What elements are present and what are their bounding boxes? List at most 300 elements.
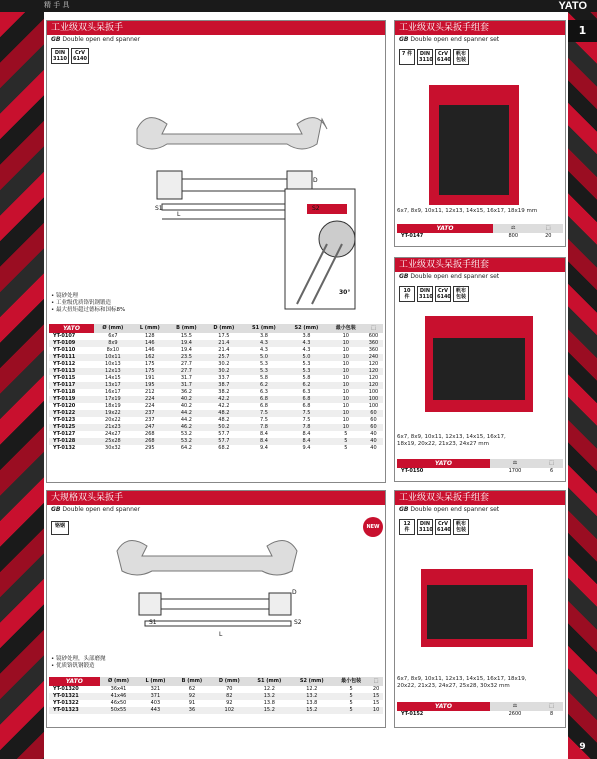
table-row — [49, 424, 383, 431]
table-cell: 175 — [145, 361, 155, 367]
table-row — [49, 396, 383, 403]
table-cell: 48.2 — [218, 417, 230, 423]
panel-title: 工业级双头呆扳手组套 — [395, 258, 565, 272]
table-cell: 10 — [328, 382, 364, 389]
table-cell: 7.5 — [285, 410, 328, 417]
table-cell: 64.2 — [180, 445, 192, 451]
column-header: ⬚ — [369, 677, 383, 686]
table-cell: 20 — [372, 686, 380, 692]
dim-label-d: D — [313, 177, 318, 184]
table-cell: 268 — [145, 431, 155, 437]
table-cell: 146 — [132, 340, 168, 347]
table-cell: 120 — [364, 382, 383, 389]
table-cell: 40 — [370, 431, 377, 437]
table-cell: 4.3 — [285, 340, 328, 347]
table-cell: 5.3 — [302, 361, 311, 367]
dim-label-d: D — [292, 589, 297, 596]
note-item: • 镜砂处理 — [51, 293, 79, 299]
table-cell: 91 — [188, 700, 196, 706]
feature-notes — [51, 656, 106, 670]
table-cell: 3.8 — [302, 333, 311, 339]
table-cell: 212 — [145, 389, 155, 395]
table-cell: 6.2 — [285, 382, 328, 389]
column-header: YATO — [397, 224, 493, 233]
spec-table-set-12 — [397, 702, 563, 718]
table-cell: 4.3 — [259, 347, 268, 353]
table-cell: 120 — [368, 361, 379, 367]
column-header: L (mm) — [132, 324, 168, 333]
table-row — [49, 382, 383, 389]
spec-badge: CrV 6140 — [437, 521, 451, 533]
badge-group — [399, 286, 469, 302]
sizes-caption: 6x7, 8x9, 10x11, 12x13, 14x15, 16x17, 18x19 mm — [397, 208, 538, 214]
table-cell: 10 — [328, 410, 364, 417]
table-cell: 800 — [508, 233, 519, 239]
table-cell: YT-0132 — [53, 445, 76, 451]
panel-title: 工业级双头呆扳手 — [47, 21, 385, 35]
table-cell: YT-0112 — [53, 361, 76, 367]
table-cell: YT-0128 — [49, 438, 94, 445]
table-row — [49, 333, 383, 340]
table-cell: YT-0113 — [49, 368, 94, 375]
table-cell: YT-0147 — [401, 233, 424, 239]
table-cell: 20 — [545, 233, 552, 239]
table-cell: 40 — [364, 438, 383, 445]
table-cell: 8.4 — [302, 431, 311, 437]
panel-subtitle: GB Double open end spanner — [51, 506, 141, 513]
panel-set-12 — [394, 490, 566, 728]
table-cell: 44.2 — [180, 417, 192, 423]
spec-badge: CrV 6140 — [437, 51, 451, 63]
table-cell: 25x28 — [94, 438, 132, 445]
table-cell: 162 — [132, 354, 168, 361]
table-cell: 50x55 — [100, 707, 138, 714]
table-cell: 9.4 — [259, 445, 268, 451]
new-badge: NEW — [363, 517, 383, 537]
table-cell: 295 — [145, 445, 155, 451]
feature-notes — [51, 293, 125, 314]
table-row — [49, 375, 383, 382]
table-cell: 5 — [349, 700, 353, 706]
spec-badge: DIN 3110 — [419, 521, 433, 533]
table-row — [49, 686, 383, 693]
table-cell: 1700 — [508, 468, 522, 474]
table-cell: 4.3 — [243, 340, 286, 347]
table-cell: 10 — [328, 340, 364, 347]
table-cell: 371 — [137, 693, 173, 700]
table-header-row — [49, 677, 383, 686]
chapter-tab[interactable]: 1 — [568, 20, 597, 42]
dim-label-s1: S1 — [149, 619, 157, 626]
table-cell: 23.5 — [168, 354, 205, 361]
table-cell: 5.3 — [243, 368, 286, 375]
table-cell: 10 — [342, 375, 349, 381]
table-cell: 7.8 — [285, 424, 328, 431]
table-cell: 46x50 — [110, 700, 127, 706]
table-row — [397, 468, 563, 475]
panel-title: 大规格双头呆扳手 — [47, 491, 385, 505]
table-cell: 31.7 — [180, 375, 192, 381]
table-cell: 5 — [349, 686, 353, 692]
table-cell: 21.4 — [205, 340, 243, 347]
table-cell: 8 — [549, 711, 554, 717]
dim-label-s2: S2 — [294, 619, 302, 626]
table-cell: 14x15 — [105, 375, 121, 381]
table-cell: 42.2 — [218, 403, 230, 409]
table-cell: 8.4 — [243, 438, 286, 445]
table-cell: 40.2 — [168, 396, 205, 403]
column-header: ⚖ — [493, 224, 534, 233]
table-cell: 10 — [342, 347, 349, 353]
spec-badge: 10 件 — [399, 286, 415, 302]
table-cell: 321 — [150, 686, 161, 692]
table-cell: 60 — [364, 410, 383, 417]
table-cell: 5 — [333, 693, 369, 700]
table-cell: 30x32 — [105, 445, 121, 451]
table-cell: 100 — [364, 396, 383, 403]
table-cell: 10 — [342, 389, 349, 395]
column-header: L (mm) — [137, 677, 173, 686]
table-cell: 30.2 — [218, 361, 230, 367]
table-cell: 7.5 — [259, 417, 268, 423]
table-row — [49, 700, 383, 707]
column-header: Ø (mm) — [100, 677, 138, 686]
table-cell: 100 — [368, 389, 379, 395]
column-header: ⬚ — [540, 702, 563, 711]
table-row — [49, 368, 383, 375]
spec-badge: 12 件 — [399, 519, 415, 535]
table-cell: 12.2 — [263, 686, 275, 692]
table-cell: 38.2 — [218, 389, 230, 395]
column-header: S2 (mm) — [285, 324, 328, 333]
table-row — [49, 438, 383, 445]
table-cell: 33.7 — [218, 375, 230, 381]
sizes-caption: 6x7, 8x9, 10x11, 12x13, 14x15, 16x17, 18x19, 20x22, 21x23, 24x27, 25x28, 30x32 mm — [397, 676, 527, 689]
table-cell: YT-0109 — [49, 340, 94, 347]
table-cell: 195 — [132, 382, 168, 389]
spec-badge: DIN 3110 — [419, 288, 433, 300]
table-cell: YT-0119 — [49, 396, 94, 403]
table-row — [49, 403, 383, 410]
table-cell: 40 — [370, 445, 377, 451]
table-cell: 92 — [226, 700, 233, 706]
column-header: S2 (mm) — [291, 677, 333, 686]
table-cell: YT-01321 — [49, 693, 100, 700]
table-row — [49, 340, 383, 347]
table-cell: 40.2 — [180, 403, 192, 409]
angle-label: 30° — [339, 289, 351, 296]
table-cell: 62 — [188, 686, 196, 692]
column-header: 最小包装 — [328, 324, 364, 333]
table-cell: 443 — [137, 707, 173, 714]
table-cell: 6.3 — [302, 389, 311, 395]
table-cell: 17.5 — [218, 333, 230, 339]
panel-subtitle: GB Double open end spanner set — [399, 273, 500, 280]
table-row — [49, 361, 383, 368]
table-cell: 15.2 — [248, 707, 290, 714]
spec-table-large — [49, 677, 383, 714]
dim-label-l: L — [219, 631, 223, 638]
table-cell: 42.2 — [205, 396, 243, 403]
table-cell: 403 — [150, 700, 161, 706]
table-cell: 31.7 — [168, 382, 205, 389]
table-cell: YT-0122 — [49, 410, 94, 417]
spanner-diagram — [117, 89, 367, 319]
panel-subtitle: GB Double open end spanner — [51, 36, 141, 43]
table-cell: 268 — [132, 438, 168, 445]
table-cell: 41x46 — [100, 693, 138, 700]
table-cell: 224 — [132, 396, 168, 403]
table-cell: 70 — [226, 686, 233, 692]
table-cell: 36 — [173, 707, 210, 714]
table-cell: 2600 — [508, 711, 522, 717]
table-cell: 8x10 — [106, 347, 120, 353]
table-cell: 191 — [145, 375, 155, 381]
table-cell: 8.4 — [259, 431, 268, 437]
table-cell: 13x17 — [94, 382, 132, 389]
column-header: S1 (mm) — [248, 677, 290, 686]
table-cell: 10 — [328, 368, 364, 375]
table-cell: 53.2 — [168, 438, 205, 445]
table-cell: 12.2 — [306, 686, 318, 692]
left-decor-strip — [0, 12, 44, 759]
note-item: • 镜砂处理，头部磨抛 — [51, 656, 106, 662]
table-cell: 175 — [132, 368, 168, 375]
right-decor-strip — [568, 12, 597, 759]
table-cell: 6x7 — [108, 333, 118, 339]
table-cell: 10 — [328, 396, 364, 403]
table-cell: 10 — [342, 403, 349, 409]
table-cell: 21x23 — [94, 424, 132, 431]
table-cell: 19x22 — [94, 410, 132, 417]
table-cell: 38.7 — [205, 382, 243, 389]
top-bar — [0, 0, 597, 12]
table-cell: 10 — [328, 354, 364, 361]
badge-group — [399, 49, 469, 65]
panel-spanner — [46, 20, 386, 483]
table-cell: 7.8 — [243, 424, 286, 431]
table-row — [49, 389, 383, 396]
table-cell: 5.3 — [285, 368, 328, 375]
table-cell: 27.7 — [168, 368, 205, 375]
table-cell: 19.4 — [180, 347, 192, 353]
table-cell: 6.2 — [243, 382, 286, 389]
table-cell: 68.2 — [218, 445, 230, 451]
table-cell: YT-0107 — [53, 333, 76, 339]
table-row — [49, 707, 383, 714]
table-row — [49, 417, 383, 424]
table-row — [49, 354, 383, 361]
table-cell: 36.2 — [180, 389, 192, 395]
table-cell: YT-01323 — [49, 707, 100, 714]
table-cell: YT-0117 — [49, 382, 94, 389]
table-cell: 247 — [132, 424, 168, 431]
table-cell: YT-0115 — [53, 375, 76, 381]
table-cell: 6.8 — [259, 403, 268, 409]
table-cell: 5 — [333, 707, 369, 714]
table-cell: 13.8 — [306, 700, 318, 706]
column-header: D (mm) — [210, 677, 248, 686]
table-cell: 15 — [369, 693, 383, 700]
column-header: S1 (mm) — [243, 324, 286, 333]
header-text: 精 手 具 — [44, 1, 70, 9]
table-cell: 82 — [210, 693, 248, 700]
dim-label-l: L — [177, 211, 181, 218]
table-cell: 3.8 — [259, 333, 268, 339]
table-cell: 15 — [372, 700, 380, 706]
table-cell: 25.7 — [205, 354, 243, 361]
table-cell: 6 — [549, 468, 554, 474]
table-cell: 18x19 — [105, 403, 121, 409]
column-header: YATO — [397, 702, 490, 711]
table-cell: 146 — [145, 347, 155, 353]
spec-table-set-7 — [397, 224, 563, 240]
table-cell: 12x13 — [94, 368, 132, 375]
dim-label-s1: S1 — [155, 205, 163, 212]
panel-title: 工业级双头呆扳手组套 — [395, 21, 565, 35]
column-header: ⬚ — [364, 324, 383, 333]
table-cell: 6.8 — [285, 396, 328, 403]
column-header: ⬚ — [540, 459, 563, 468]
panel-subtitle: GB Double open end spanner set — [399, 506, 500, 513]
table-cell: 102 — [210, 707, 248, 714]
page-number: 9 — [579, 742, 586, 752]
table-row — [397, 233, 563, 240]
column-header: YATO — [49, 324, 94, 333]
panel-title: 工业级双头呆扳手组套 — [395, 491, 565, 505]
sizes-caption: 6x7, 8x9, 10x11, 12x13, 14x15, 16x17, 18x19, 20x22, 21x23, 24x27 mm — [397, 434, 506, 447]
table-cell: 13.2 — [291, 693, 333, 700]
din-badge: DIN 3110 — [51, 48, 69, 64]
table-row — [397, 711, 563, 718]
note-item: • 最大扭矩超过德标和国标8% — [51, 307, 126, 313]
column-header: ⚖ — [490, 459, 540, 468]
table-cell: 60 — [370, 417, 377, 423]
table-cell: 5.8 — [302, 375, 311, 381]
column-header: D (mm) — [205, 324, 243, 333]
table-cell: 100 — [368, 403, 379, 409]
table-row — [49, 445, 383, 452]
table-row — [49, 693, 383, 700]
table-cell: 10x13 — [105, 361, 121, 367]
table-cell: 13.8 — [263, 700, 275, 706]
table-cell: YT-0125 — [49, 424, 94, 431]
column-header: Ø (mm) — [94, 324, 132, 333]
column-header: ⬚ — [534, 224, 563, 233]
panel-set-7 — [394, 20, 566, 247]
table-cell: 50.2 — [205, 424, 243, 431]
table-cell: 10x11 — [94, 354, 132, 361]
table-cell: 10 — [328, 424, 364, 431]
table-cell: 5.0 — [285, 354, 328, 361]
badge-group — [51, 48, 89, 64]
table-row — [49, 410, 383, 417]
column-header: ⚖ — [490, 702, 540, 711]
note-item: • 工业级优质铬钒钢锻造 — [51, 300, 112, 306]
table-cell: 7.5 — [302, 417, 311, 423]
column-header: B (mm) — [168, 324, 205, 333]
table-cell: YT-0150 — [401, 468, 424, 474]
crv-badge: CrV 6140 — [71, 48, 89, 64]
table-cell: YT-01320 — [53, 686, 79, 692]
spec-table-set-10 — [397, 459, 563, 475]
table-header-row — [397, 459, 563, 468]
spec-badge: 帆布包装 — [453, 286, 469, 302]
table-cell: YT-01322 — [53, 700, 79, 706]
table-cell: 10 — [369, 707, 383, 714]
table-cell: 57.7 — [205, 438, 243, 445]
table-cell: 128 — [145, 333, 155, 339]
table-cell: 10 — [342, 361, 349, 367]
table-cell: YT-0111 — [49, 354, 94, 361]
note-item: • 优质铬钒钢锻造 — [51, 663, 95, 669]
table-cell: 5 — [344, 445, 348, 451]
table-cell: 92 — [173, 693, 210, 700]
table-cell: 53.2 — [180, 431, 192, 437]
table-cell: 5.0 — [243, 354, 286, 361]
badge-group — [399, 519, 469, 535]
table-cell: 44.2 — [168, 410, 205, 417]
column-header: YATO — [49, 677, 100, 686]
spec-badge: DIN 3110 — [419, 51, 433, 63]
table-cell: 15.5 — [180, 333, 192, 339]
table-cell: 360 — [368, 347, 379, 353]
table-cell: 57.7 — [218, 431, 230, 437]
table-cell: 24x27 — [105, 431, 121, 437]
table-cell: 224 — [145, 403, 155, 409]
column-header: 最小包装 — [333, 677, 369, 686]
table-cell: 30.2 — [205, 368, 243, 375]
table-cell: 600 — [368, 333, 379, 339]
panel-subtitle: GB Double open end spanner set — [399, 36, 500, 43]
table-cell: 237 — [145, 417, 155, 423]
spec-table — [49, 324, 383, 452]
table-header-row — [397, 702, 563, 711]
table-cell: 19.4 — [168, 340, 205, 347]
table-cell: YT-0152 — [401, 711, 424, 717]
table-cell: 21.4 — [218, 347, 230, 353]
table-cell: YT-0127 — [53, 431, 76, 437]
table-cell: 5 — [328, 438, 364, 445]
table-cell: 6.8 — [243, 396, 286, 403]
table-cell: 15.2 — [291, 707, 333, 714]
table-cell: 20x22 — [105, 417, 121, 423]
table-cell: YT-0120 — [53, 403, 76, 409]
product-photo-set-10 — [425, 316, 533, 412]
table-cell: 36x41 — [110, 686, 127, 692]
product-photo-set-7 — [429, 85, 519, 205]
table-cell: 120 — [368, 375, 379, 381]
table-cell: 237 — [132, 410, 168, 417]
table-cell: 120 — [364, 368, 383, 375]
spec-badge: CrV 6140 — [437, 288, 451, 300]
table-cell: 46.2 — [168, 424, 205, 431]
dim-label-s2: S2 — [312, 205, 320, 212]
table-cell: 10 — [342, 417, 349, 423]
table-cell: 8.4 — [285, 438, 328, 445]
table-cell: 7.5 — [243, 410, 286, 417]
table-cell: 8x9 — [94, 340, 132, 347]
table-row — [49, 431, 383, 438]
spec-badge: 帆布包装 — [453, 49, 469, 65]
table-cell: 5.8 — [259, 375, 268, 381]
panel-set-10 — [394, 257, 566, 482]
table-header-row — [397, 224, 563, 233]
table-cell: 10 — [342, 333, 349, 339]
table-cell: 13.2 — [248, 693, 290, 700]
spec-badge: 7 件 — [399, 49, 415, 65]
table-cell: 4.3 — [302, 347, 311, 353]
